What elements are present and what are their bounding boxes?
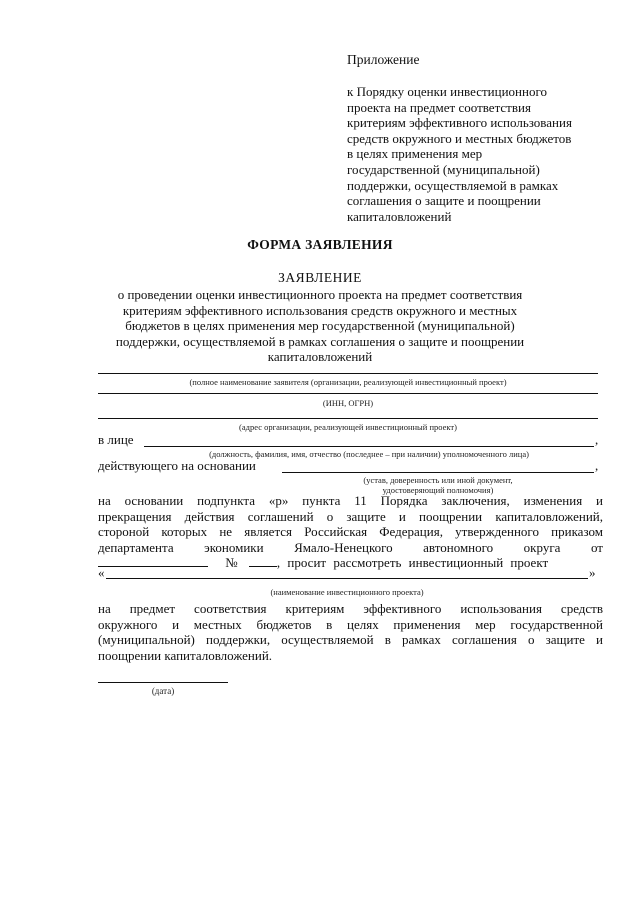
- subtitle-line: критериям эффективного использования средств окружного и местных: [122, 302, 518, 318]
- representative-caption: (должность, фамилия, имя, отчество (последнее – при наличии) уполномоченного лица): [209, 449, 529, 459]
- appendix-reference: [347, 84, 617, 224]
- date-field[interactable]: [98, 682, 228, 683]
- inn-ogrn-field[interactable]: [98, 393, 598, 394]
- order-date-field[interactable]: [98, 555, 208, 567]
- paragraph-line: прекращения действия соглашений о защите и поощрении капиталовложений,: [98, 508, 603, 524]
- appendix-line: средств окружного и местных бюджетов: [347, 130, 572, 146]
- paragraph-line: (муниципальной) поддержки, осуществляемой в рамках соглашения о защите и: [98, 632, 603, 647]
- paragraph-line: на предмет соответствия критериям эффективного использования средств: [98, 601, 603, 616]
- subtitle-line: капиталовложений: [267, 349, 373, 364]
- appendix-line: государственной (муниципальной): [347, 161, 540, 177]
- statement-subtitle: [0, 287, 640, 365]
- address-caption: (адрес организации, реализующей инвестиционный проект): [239, 422, 457, 432]
- request-paragraph: [98, 493, 603, 571]
- representative-field[interactable]: [144, 446, 594, 447]
- paragraph-line: поощрении капиталовложений.: [98, 647, 273, 663]
- applicant-name-caption: (полное наименование заявителя (организации, реализующей инвестиционный проект): [189, 377, 507, 387]
- person-comma: ,: [595, 432, 599, 447]
- paragraph-line: на основании подпункта «р» пункта 11 Порядка заключения, изменения и: [98, 493, 603, 508]
- order-line: [98, 555, 603, 571]
- order-number-field[interactable]: [249, 555, 277, 567]
- subtitle-line: о проведении оценки инвестиционного проекта на предмет соответствия: [117, 287, 523, 302]
- appendix-line: критериям эффективного использования: [347, 115, 572, 131]
- basis-caption-line1: (устав, доверенность или иной документ,: [363, 475, 513, 485]
- form-title: ФОРМА ЗАЯВЛЕНИЯ: [247, 237, 393, 252]
- basis-document-field[interactable]: [282, 472, 594, 473]
- basis-comma: ,: [595, 458, 599, 473]
- word: от: [590, 539, 603, 555]
- number-sign: №: [225, 555, 238, 570]
- appendix-line: поддержки, осуществляемой в рамках: [347, 177, 559, 193]
- person-label: в лице: [98, 432, 134, 447]
- paragraph-line-split: [98, 540, 603, 556]
- appendix-line: в целях применения мер: [347, 146, 483, 162]
- appendix-line: капиталовложений: [347, 208, 452, 224]
- word: департамента: [98, 539, 174, 555]
- inn-ogrn-caption: (ИНН, ОГРН): [322, 398, 374, 408]
- project-name-field[interactable]: [106, 578, 588, 579]
- paragraph-line: стороной которых не является Российская Федерация, утвержденного приказом: [98, 524, 603, 539]
- basis-caption-line2: удостоверяющий полномочия): [382, 485, 494, 495]
- request-text: , просит рассмотреть инвестиционный проект: [276, 555, 549, 570]
- date-caption: (дата): [151, 686, 175, 696]
- word: экономики: [204, 539, 264, 555]
- appendix-line: соглашения о защите и поощрении: [347, 193, 541, 209]
- applicant-name-field[interactable]: [98, 373, 598, 374]
- word: Ямало-Ненецкого: [294, 539, 393, 555]
- word: автономного: [423, 539, 494, 555]
- word: округа: [523, 539, 561, 555]
- project-name-caption: (наименование инвестиционного проекта): [270, 587, 424, 597]
- appendix-title: Приложение: [347, 52, 420, 67]
- subtitle-line: поддержки, осуществляемой в рамках соглашения о защите и поощрении: [115, 333, 525, 349]
- address-field[interactable]: [98, 418, 598, 419]
- subtitle-line: бюджетов в целях применения мер государственной (муниципальной): [125, 318, 515, 333]
- paragraph-line: окружного и местных бюджетов в целях применения мер государственной: [98, 616, 603, 632]
- basis-label: действующего на основании: [98, 458, 256, 473]
- appendix-line: проекта на предмет соответствия: [347, 99, 531, 115]
- quote-close: »: [589, 565, 596, 580]
- criteria-paragraph: [98, 601, 603, 663]
- quote-open: «: [98, 565, 105, 580]
- statement-title: ЗАЯВЛЕНИЕ: [278, 270, 362, 285]
- appendix-line: к Порядку оценки инвестиционного: [347, 84, 547, 99]
